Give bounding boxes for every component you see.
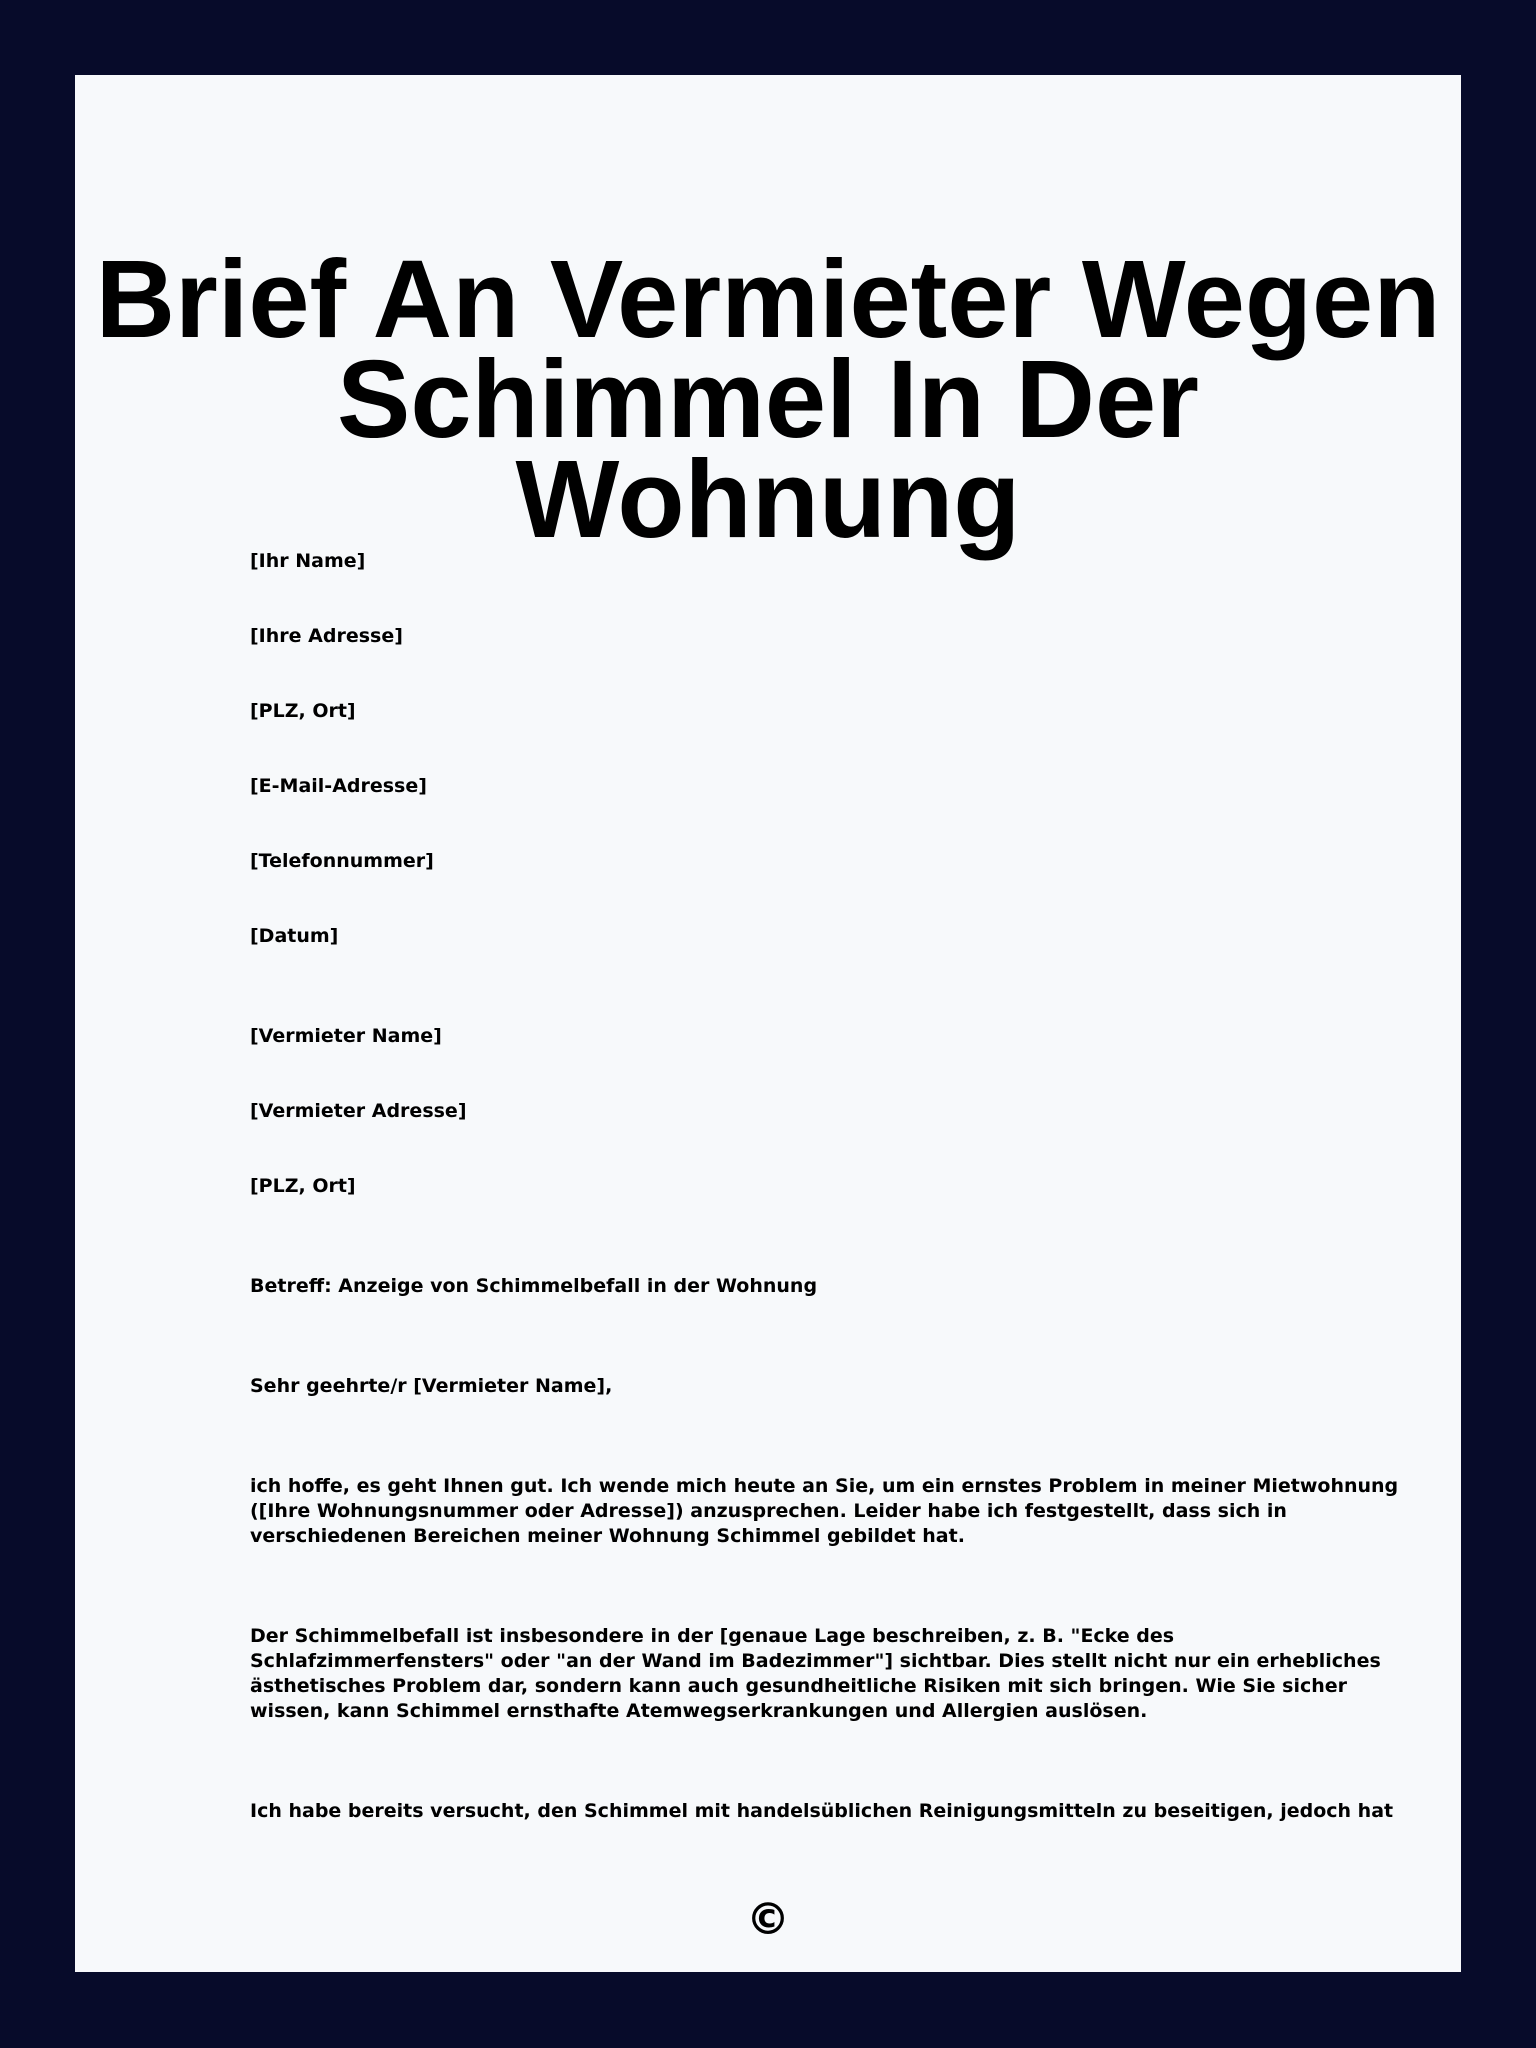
sender-email: [E-Mail-Adresse] bbox=[250, 775, 427, 797]
title-line-1: Brief An Vermieter Wegen bbox=[95, 238, 1441, 361]
paragraph-2-line-2: Schlafzimmerfensters" oder "an der Wand im Badezimmer"] sichtbar. Dies stellt nicht nur ein erhebliches bbox=[250, 1650, 1381, 1672]
document-page bbox=[75, 75, 1461, 1972]
paragraph-2-line-4: wissen, kann Schimmel ernsthafte Atemwegserkrankungen und Allergien auslösen. bbox=[250, 1700, 1148, 1722]
recipient-address: [Vermieter Adresse] bbox=[250, 1100, 467, 1122]
paragraph-1-line-3: verschiedenen Bereichen meiner Wohnung Schimmel gebildet hat. bbox=[250, 1525, 965, 1547]
recipient-name: [Vermieter Name] bbox=[250, 1025, 442, 1047]
paragraph-1-line-2: ([Ihre Wohnungsnummer oder Adresse]) anzusprechen. Leider habe ich festgestellt, dass sich in bbox=[250, 1500, 1287, 1522]
letter-subject: Betreff: Anzeige von Schimmelbefall in der Wohnung bbox=[250, 1275, 818, 1297]
letter-date: [Datum] bbox=[250, 925, 339, 947]
letter-paragraph-1 bbox=[250, 1474, 1399, 1549]
paragraph-2-line-3: ästhetisches Problem dar, sondern kann auch gesundheitliche Risiken mit sich bringen. Wie Sie sicher bbox=[250, 1675, 1347, 1697]
letter-paragraph-2 bbox=[250, 1624, 1381, 1724]
sender-name: [Ihr Name] bbox=[250, 550, 366, 572]
paragraph-3-line-1: Ich habe bereits versucht, den Schimmel mit handelsüblichen Reinigungsmitteln zu beseitigen, jedoch hat bbox=[250, 1800, 1394, 1822]
letter-paragraph-3 bbox=[250, 1799, 1394, 1824]
paragraph-2-line-1: Der Schimmelbefall ist insbesondere in der [genaue Lage beschreiben, z. B. "Ecke des bbox=[250, 1625, 1175, 1647]
sender-zip-city: [PLZ, Ort] bbox=[250, 700, 356, 722]
title-line-2: Schimmel In Der Wohnung bbox=[337, 338, 1199, 561]
recipient-zip-city: [PLZ, Ort] bbox=[250, 1175, 356, 1197]
sender-phone: [Telefonnummer] bbox=[250, 850, 434, 872]
sender-address: [Ihre Adresse] bbox=[250, 625, 403, 647]
paragraph-1-line-1: ich hoffe, es geht Ihnen gut. Ich wende mich heute an Sie, um ein ernstes Problem in meiner Mietwohnung bbox=[250, 1475, 1399, 1497]
letter-salutation: Sehr geehrte/r [Vermieter Name], bbox=[250, 1375, 613, 1397]
copyright-icon: © bbox=[746, 1894, 790, 1945]
